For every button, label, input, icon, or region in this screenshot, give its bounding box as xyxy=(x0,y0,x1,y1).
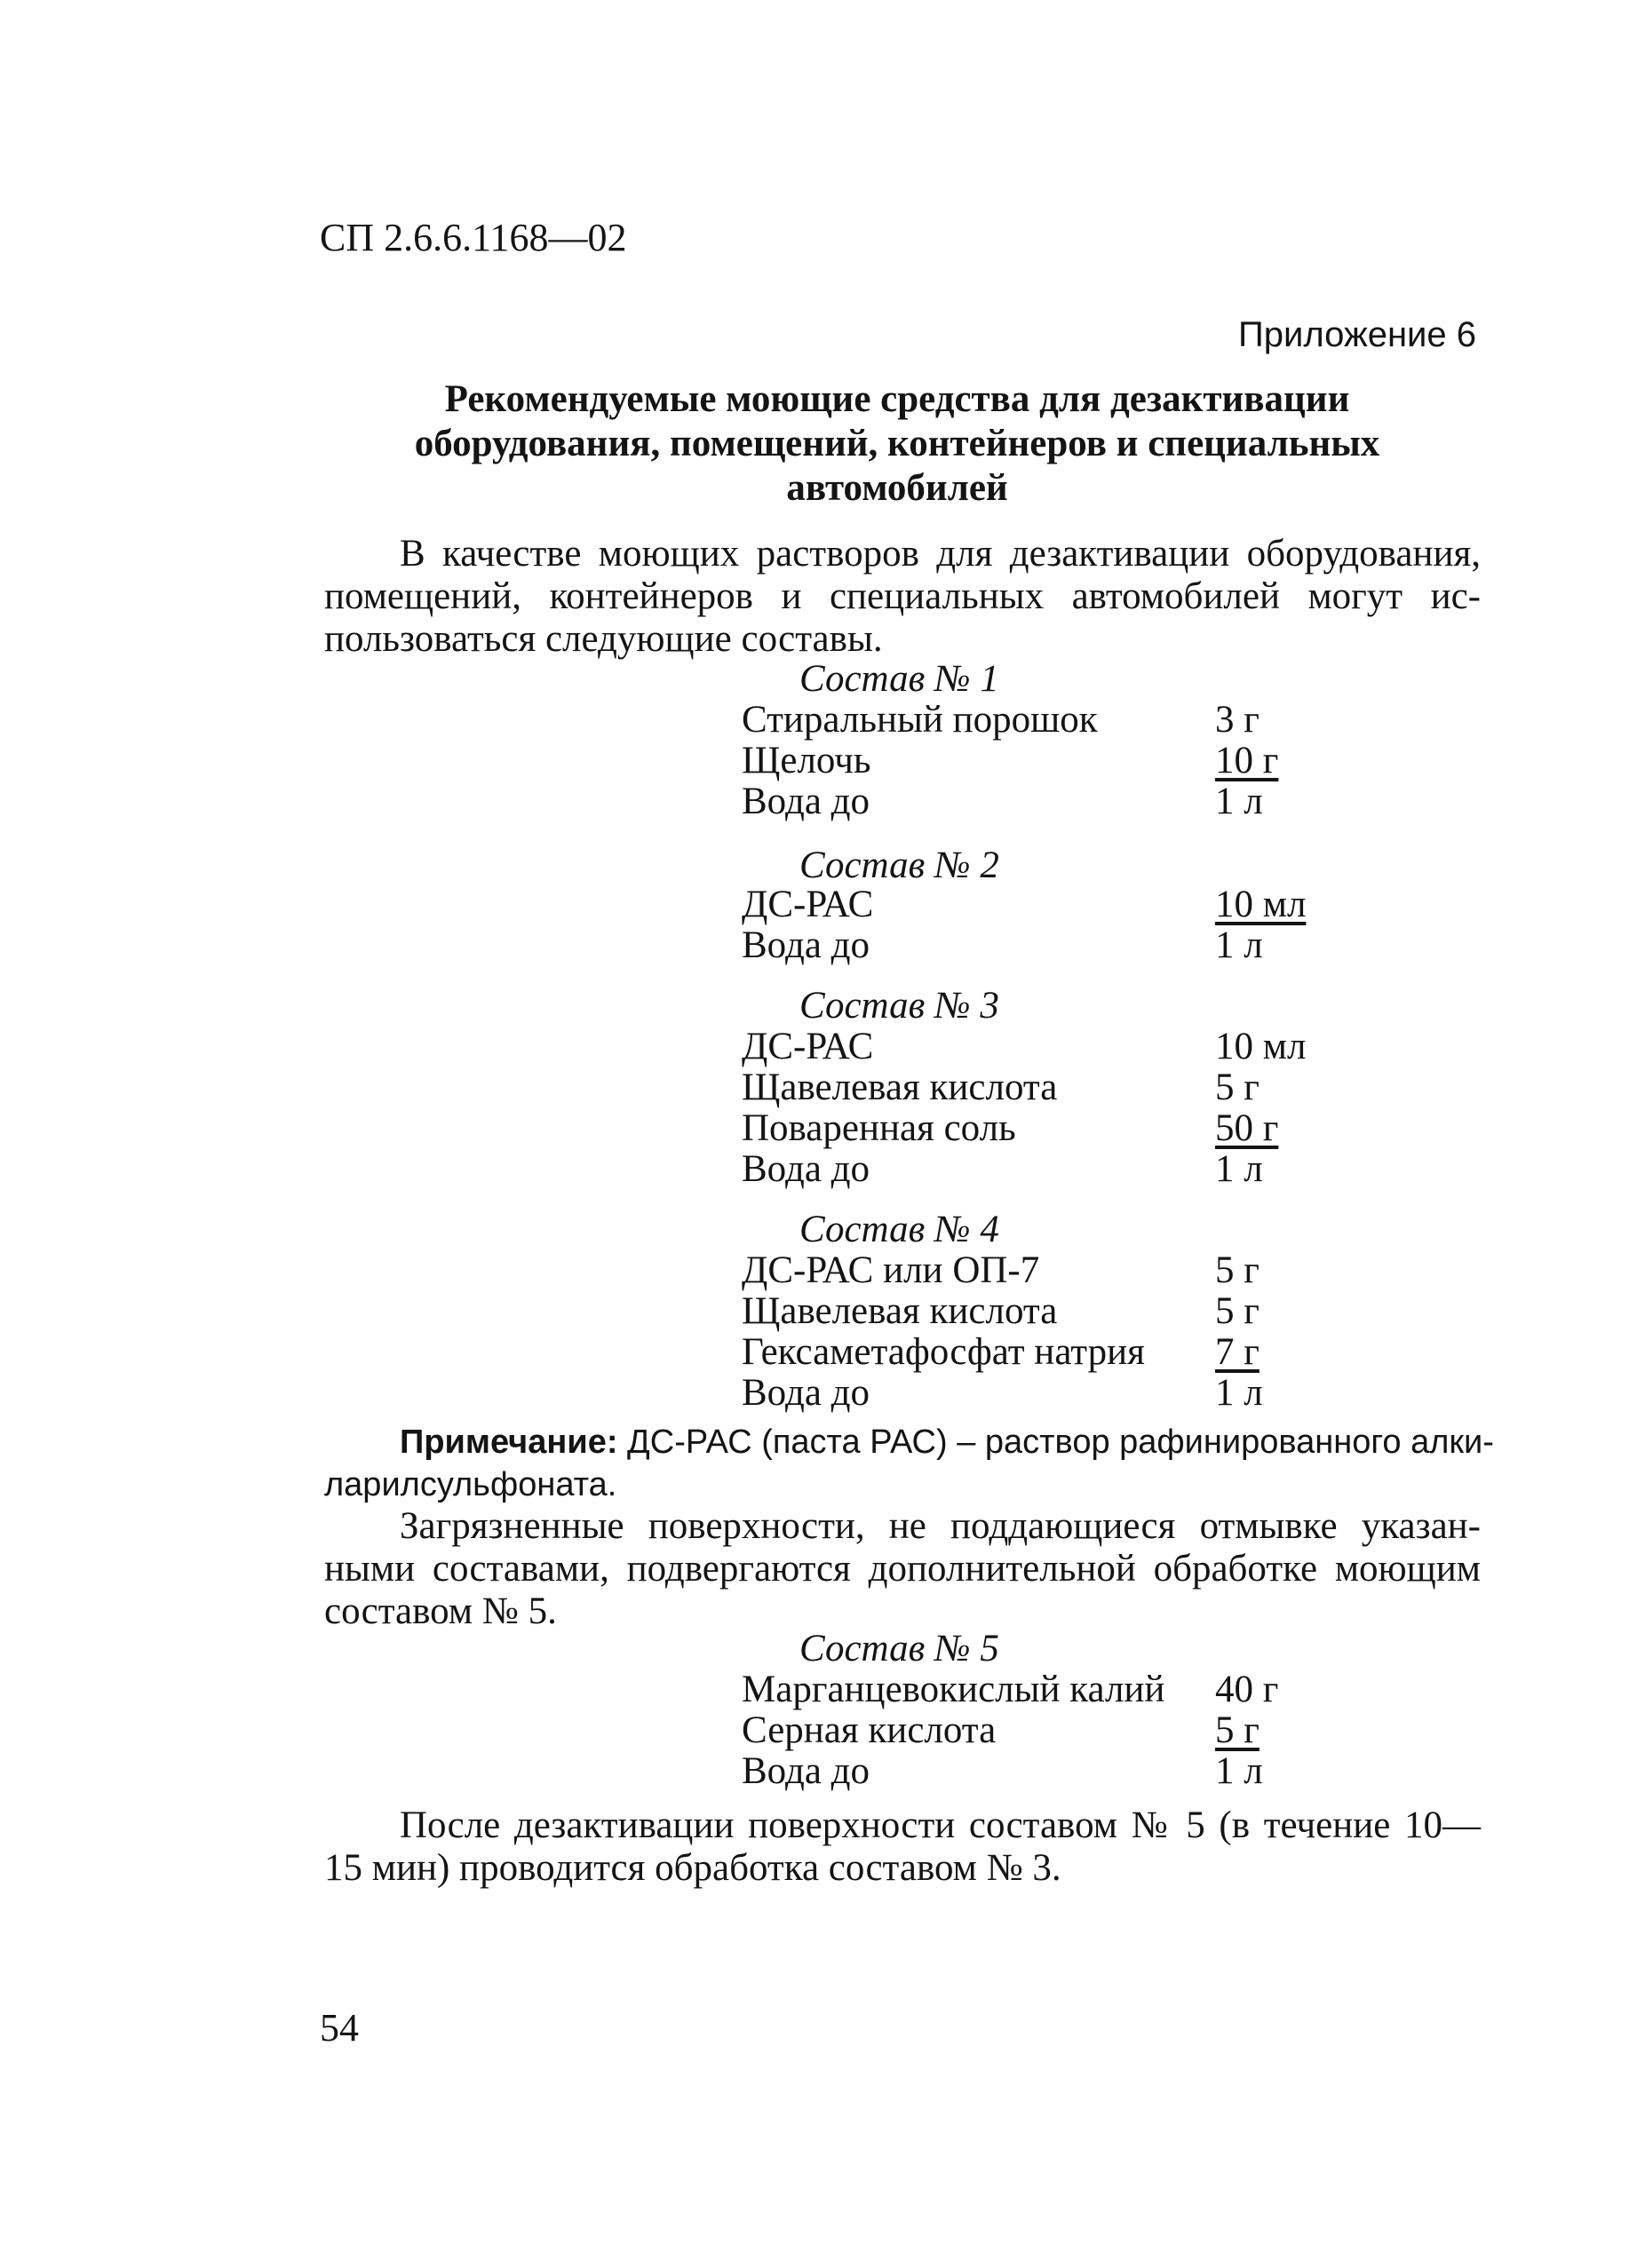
ingredient-quantity: 40 г xyxy=(1215,1669,1279,1710)
final-paragraph xyxy=(324,1804,1481,1890)
ingredient-quantity: 3 г xyxy=(1215,699,1260,741)
ingredient-name: ДС-РАС xyxy=(742,1026,874,1067)
ingredient-quantity: 10 г xyxy=(1215,740,1279,781)
ingredient-name: Щелочь xyxy=(742,740,871,781)
ingredient-quantity: 1 л xyxy=(1215,924,1263,966)
ingredient-quantity: 5 г xyxy=(1215,1290,1260,1332)
ingredient-quantity: 1 л xyxy=(1215,1372,1263,1414)
paragraph-line xyxy=(324,1421,1494,1463)
ingredient-name: Вода до xyxy=(742,924,870,966)
note-paragraph xyxy=(324,1421,1494,1506)
document-code: СП 2.6.6.1168—02 xyxy=(320,216,627,259)
recipe-heading: Состав № 1 xyxy=(799,658,999,700)
ingredient-name: Стиральный порошок xyxy=(742,699,1098,741)
ingredient-quantity: 1 л xyxy=(1215,1148,1263,1190)
ingredient-name: Поваренная соль xyxy=(742,1107,1016,1149)
ingredient-name: ДС-РАС или ОП-7 xyxy=(742,1249,1040,1291)
ingredient-quantity: 5 г xyxy=(1215,1249,1260,1291)
paragraph-line: пользоваться следующие составы. xyxy=(324,618,883,660)
ingredient-name: Вода до xyxy=(742,1372,870,1414)
ingredient-name: Вода до xyxy=(742,1750,870,1792)
title-line: автомобилей xyxy=(786,467,1008,509)
paragraph-line: ными составами, подвергаются дополнительной обработке моющим xyxy=(324,1548,1481,1590)
ingredient-quantity: 5 г xyxy=(1215,1709,1260,1751)
recipe-heading: Состав № 5 xyxy=(799,1628,999,1669)
paragraph-line: ларилсульфоната. xyxy=(324,1466,617,1503)
ingredient-quantity: 1 л xyxy=(1215,781,1263,822)
ingredient-name: ДС-РАС xyxy=(742,884,874,925)
paragraph-line: 15 мин) проводится обработка составом № 3. xyxy=(324,1847,1061,1889)
ingredient-name: Вода до xyxy=(742,781,870,822)
ingredient-name: Марганцевокислый калий xyxy=(742,1669,1165,1710)
page-number: 54 xyxy=(320,2006,359,2050)
recipe-heading: Состав № 4 xyxy=(799,1209,999,1250)
ingredient-name: Щавелевая кислота xyxy=(742,1290,1058,1332)
title-line: оборудования, помещений, контейнеров и специальных xyxy=(414,423,1380,464)
appendix-label: Приложение 6 xyxy=(1238,315,1476,354)
note-label: Примечание: xyxy=(400,1423,618,1461)
ingredient-quantity: 7 г xyxy=(1215,1331,1260,1373)
ingredient-quantity: 1 л xyxy=(1215,1750,1263,1792)
ingredient-name: Гексаметафосфат натрия xyxy=(742,1331,1145,1373)
intro-paragraph xyxy=(324,533,1481,661)
paragraph-line: Загрязненные поверхности, не поддающиеся отмывке указан- xyxy=(400,1505,1481,1547)
ingredient-name: Щавелевая кислота xyxy=(742,1067,1058,1108)
page-title xyxy=(320,377,1474,511)
note-text: ДС-РАС (паста РАС) – раствор рафинированного алки- xyxy=(617,1423,1494,1461)
ingredient-quantity: 5 г xyxy=(1215,1067,1260,1108)
ingredient-quantity: 50 г xyxy=(1215,1107,1279,1149)
title-line: Рекомендуемые моющие средства для дезактивации xyxy=(444,378,1350,420)
ingredient-name: Серная кислота xyxy=(742,1709,997,1751)
paragraph-line: помещений, контейнеров и специальных автомобилей могут ис- xyxy=(324,575,1481,617)
ingredient-quantity: 10 мл xyxy=(1215,1026,1307,1067)
surfaces-paragraph xyxy=(324,1505,1481,1633)
paragraph-line: В качестве моющих растворов для дезактивации оборудования, xyxy=(400,533,1481,575)
recipe-heading: Состав № 2 xyxy=(799,845,999,886)
ingredient-name: Вода до xyxy=(742,1148,870,1190)
ingredient-quantity: 10 мл xyxy=(1215,884,1307,925)
recipe-heading: Состав № 3 xyxy=(799,985,999,1027)
paragraph-line: После дезактивации поверхности составом № 5 (в течение 10— xyxy=(400,1804,1481,1846)
paragraph-line: составом № 5. xyxy=(324,1590,557,1632)
